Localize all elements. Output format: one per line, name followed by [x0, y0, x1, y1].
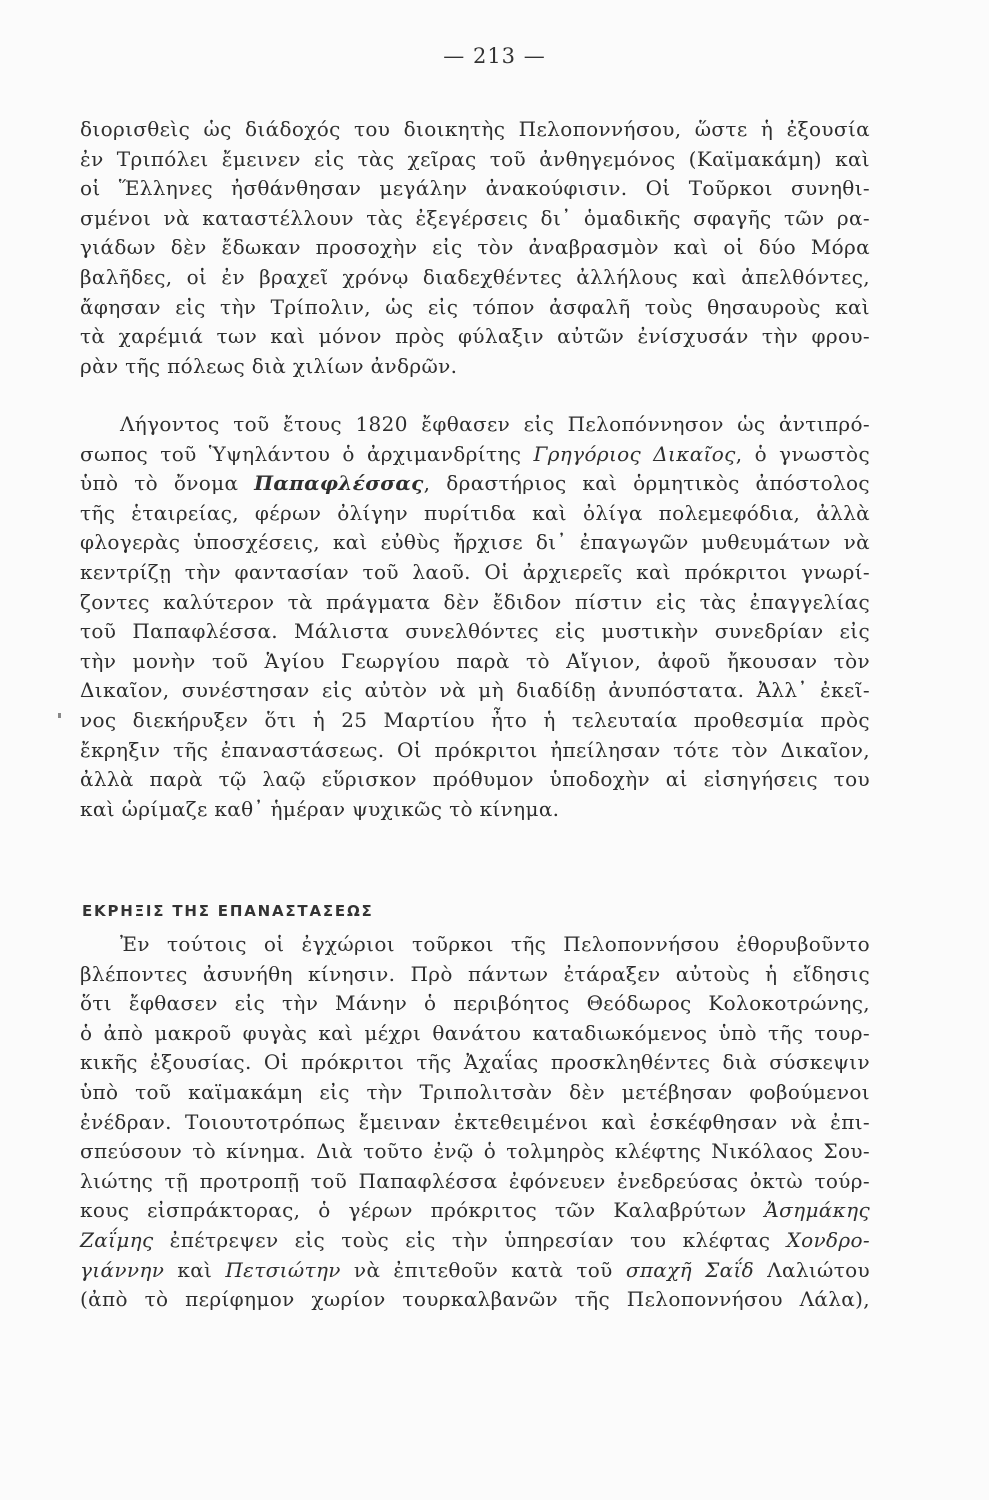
- text-run: Λαλιώτου: [754, 1257, 871, 1282]
- text-line: ὁ ἀπὸ μακροῦ φυγὰς καὶ μέχρι θανάτου καταδιωκόμενος ὑπὸ τῆς τουρ-: [80, 1020, 870, 1045]
- text-line: γιάδων δὲν ἔδωκαν προσοχὴν εἰς τὸν ἀναβρασμὸν καὶ οἱ δύο Μόρα: [80, 235, 870, 260]
- name-petsiotis: Πετσιώτην: [225, 1257, 341, 1282]
- text-line: ἔκρηξιν τῆς ἐπαναστάσεως. Οἱ πρόκριτοι ἠπείλησαν τότε τὸν Δικαῖον,: [80, 737, 870, 762]
- text-line: διορισθεὶς ὡς διάδοχός του διοικητὴς Πελοποννήσου, ὥστε ἡ ἐξουσία: [80, 117, 870, 141]
- text-line: ἐν Τριπόλει ἔμεινεν εἰς τὰς χεῖρας τοῦ ἀνθηγεμόνος (Καϊμακάμη) καὶ: [80, 146, 870, 171]
- text-line: κικῆς ἐξουσίας. Οἱ πρόκριτοι τῆς Ἀχαΐας προσκληθέντες διὰ σύσκεψιν: [80, 1050, 870, 1075]
- text-line: τὴν μονὴν τοῦ Ἁγίου Γεωργίου παρὰ τὸ Αἴγιον, ἀφοῦ ἤκουσαν τὸν: [80, 648, 870, 673]
- text-line: σμένοι νὰ καταστέλλουν τὰς ἐξεγέρσεις δι᾽ ὁμαδικῆς σφαγῆς τῶν ρα-: [80, 205, 870, 230]
- name-spahi-said: σπαχῆ Σαΐδ: [625, 1257, 755, 1282]
- text-line: βαλῆδες, οἱ ἐν βραχεῖ χρόνῳ διαδεχθέντες ἀλλήλους καὶ ἀπελθόντες,: [80, 264, 870, 289]
- paragraph-outbreak: [80, 930, 870, 1315]
- text-line: ρὰν τῆς πόλεως διὰ χιλίων ἀνδρῶν.: [80, 353, 458, 378]
- text-line: ἀλλὰ παρὰ τῷ λαῷ εὕρισκον πρόθυμον ὑποδοχὴν αἱ εἰσηγήσεις του: [80, 767, 870, 792]
- text-line: σπεύσουν τὸ κίνημα. Διὰ τοῦτο ἐνῷ ὁ τολμηρὸς κλέφτης Νικόλαος Σου-: [80, 1139, 870, 1164]
- text-line: ἐνέδραν. Τοιουτοτρόπως ἔμειναν ἐκτεθειμένοι καὶ ἐσκέφθησαν νὰ ἐπι-: [80, 1109, 870, 1134]
- name-asimakis: Ἀσημάκης: [764, 1198, 870, 1223]
- text-run: νὰ ἐπιτεθοῦν κατὰ τοῦ: [340, 1257, 626, 1282]
- text-line: Ἐν τούτοις οἱ ἐγχώριοι τοῦρκοι τῆς Πελοποννήσου ἐθορυβοῦντο: [120, 932, 870, 956]
- text-line: φλογερὰς ὑποσχέσεις, καὶ εὐθὺς ἤρχισε δι᾽ ἐπαγωγῶν μυθευμάτων νὰ: [80, 530, 870, 555]
- text-line: [80, 469, 870, 499]
- text-line: κεντρίζῃ τὴν φαντασίαν τοῦ λαοῦ. Οἱ ἀρχιερεῖς καὶ πρόκριτοι γνωρί-: [80, 559, 870, 584]
- text-run: , ὁ γνωστὸς: [735, 441, 870, 466]
- text-line: νος διεκήρυξεν ὅτι ἡ 25 Μαρτίου ἦτο ἡ τελευταία προθεσμία πρὸς: [80, 707, 870, 732]
- text-line: τὰ χαρέμιά των καὶ μόνον πρὸς φύλαξιν αὐτῶν ἐνίσχυσάν τὴν φρου-: [80, 324, 870, 349]
- text-run: ὑπὸ τὸ ὄνομα: [80, 471, 255, 496]
- text-run: ἐπέτρεψεν εἰς τοὺς εἰς τὴν ὑπηρεσίαν του κλέφτας: [153, 1227, 787, 1252]
- text-line: [80, 440, 870, 470]
- paragraph-continued: [80, 115, 870, 381]
- name-zaimis: Ζαΐμης: [80, 1227, 154, 1252]
- text-line: [80, 1196, 870, 1226]
- text-run: , δραστήριος καὶ ὁρμητικὸς ἀπόστολος: [423, 471, 870, 496]
- text-run: σωπος τοῦ Ὑψηλάντου ὁ ἀρχιμανδρίτης: [80, 441, 534, 466]
- name-papaflessas: Παπαφλέσσας: [254, 471, 424, 496]
- text-line: καὶ ὡρίμαζε καθ᾽ ἡμέραν ψυχικῶς τὸ κίνημα.: [80, 796, 560, 821]
- text-line: λιώτης τῇ προτροπῇ τοῦ Παπαφλέσσα ἐφόνευεν ἐνεδρεύσας ὀκτὼ τούρ-: [80, 1168, 870, 1193]
- name-dikaios: Γρηγόριος Δικαῖος: [533, 441, 736, 466]
- text-line: βλέποντες ἀσυνήθη κίνησιν. Πρὸ πάντων ἐτάραξεν αὐτοὺς ἡ εἴδησις: [80, 961, 870, 986]
- paragraph-papaflessas: [80, 410, 870, 824]
- name-chondrogiannis: Χονδρο-: [786, 1227, 870, 1252]
- margin-mark: [58, 713, 61, 718]
- text-line: ὑπὸ τοῦ καϊμακάμη εἰς τὴν Τριπολιτσὰν δὲν μετέβησαν φοβούμενοι: [80, 1079, 870, 1104]
- text-line: Λήγοντος τοῦ ἔτους 1820 ἔφθασεν εἰς Πελοπόννησον ὡς ἀντιπρό-: [120, 412, 870, 436]
- text-line: τοῦ Παπαφλέσσα. Μάλιστα συνελθόντες εἰς μυστικὴν συνεδρίαν εἰς: [80, 619, 870, 644]
- text-line: ὅτι ἔφθασεν εἰς τὴν Μάνην ὁ περιβόητος Θεόδωρος Κολοκοτρώνης,: [80, 991, 870, 1016]
- text-line: [80, 1226, 870, 1256]
- name-chondrogiannis-cont: γιάννην: [80, 1257, 165, 1282]
- text-line: Δικαῖον, συνέστησαν εἰς αὐτὸν νὰ μὴ διαδίδῃ ἀνυπόστατα. Ἀλλ᾽ ἐκεῖ-: [80, 678, 870, 703]
- text-line: οἱ Ἕλληνες ἠσθάνθησαν μεγάλην ἀνακούφισιν. Οἱ Τοῦρκοι συνηθι-: [80, 176, 870, 201]
- text-run: καὶ: [164, 1257, 226, 1282]
- section-heading: ΕΚΡΗΞΙΣ ΤΗΣ ΕΠΑΝΑΣΤΑΣΕΩΣ: [82, 902, 374, 920]
- text-line: [80, 1256, 870, 1286]
- text-line: (ἀπὸ τὸ περίφημον χωρίον τουρκαλβανῶν τῆς Πελοποννήσου Λάλα),: [80, 1287, 870, 1312]
- text-line: ἄφησαν εἰς τὴν Τρίπολιν, ὡς εἰς τόπον ἀσφαλῆ τοὺς θησαυροὺς καὶ: [80, 294, 870, 319]
- text-line: ζοντες καλύτερον τὰ πράγματα δὲν ἔδιδον πίστιν εἰς τὰς ἐπαγγελίας: [80, 589, 870, 614]
- page-number: — 213 —: [443, 44, 546, 68]
- text-line: τῆς ἑταιρείας, φέρων ὀλίγην πυρίτιδα καὶ ὀλίγα πολεμεφόδια, ἀλλὰ: [80, 500, 870, 525]
- text-run: κους εἰσπράκτορας, ὁ γέρων πρόκριτος τῶν Καλαβρύτων: [80, 1198, 765, 1223]
